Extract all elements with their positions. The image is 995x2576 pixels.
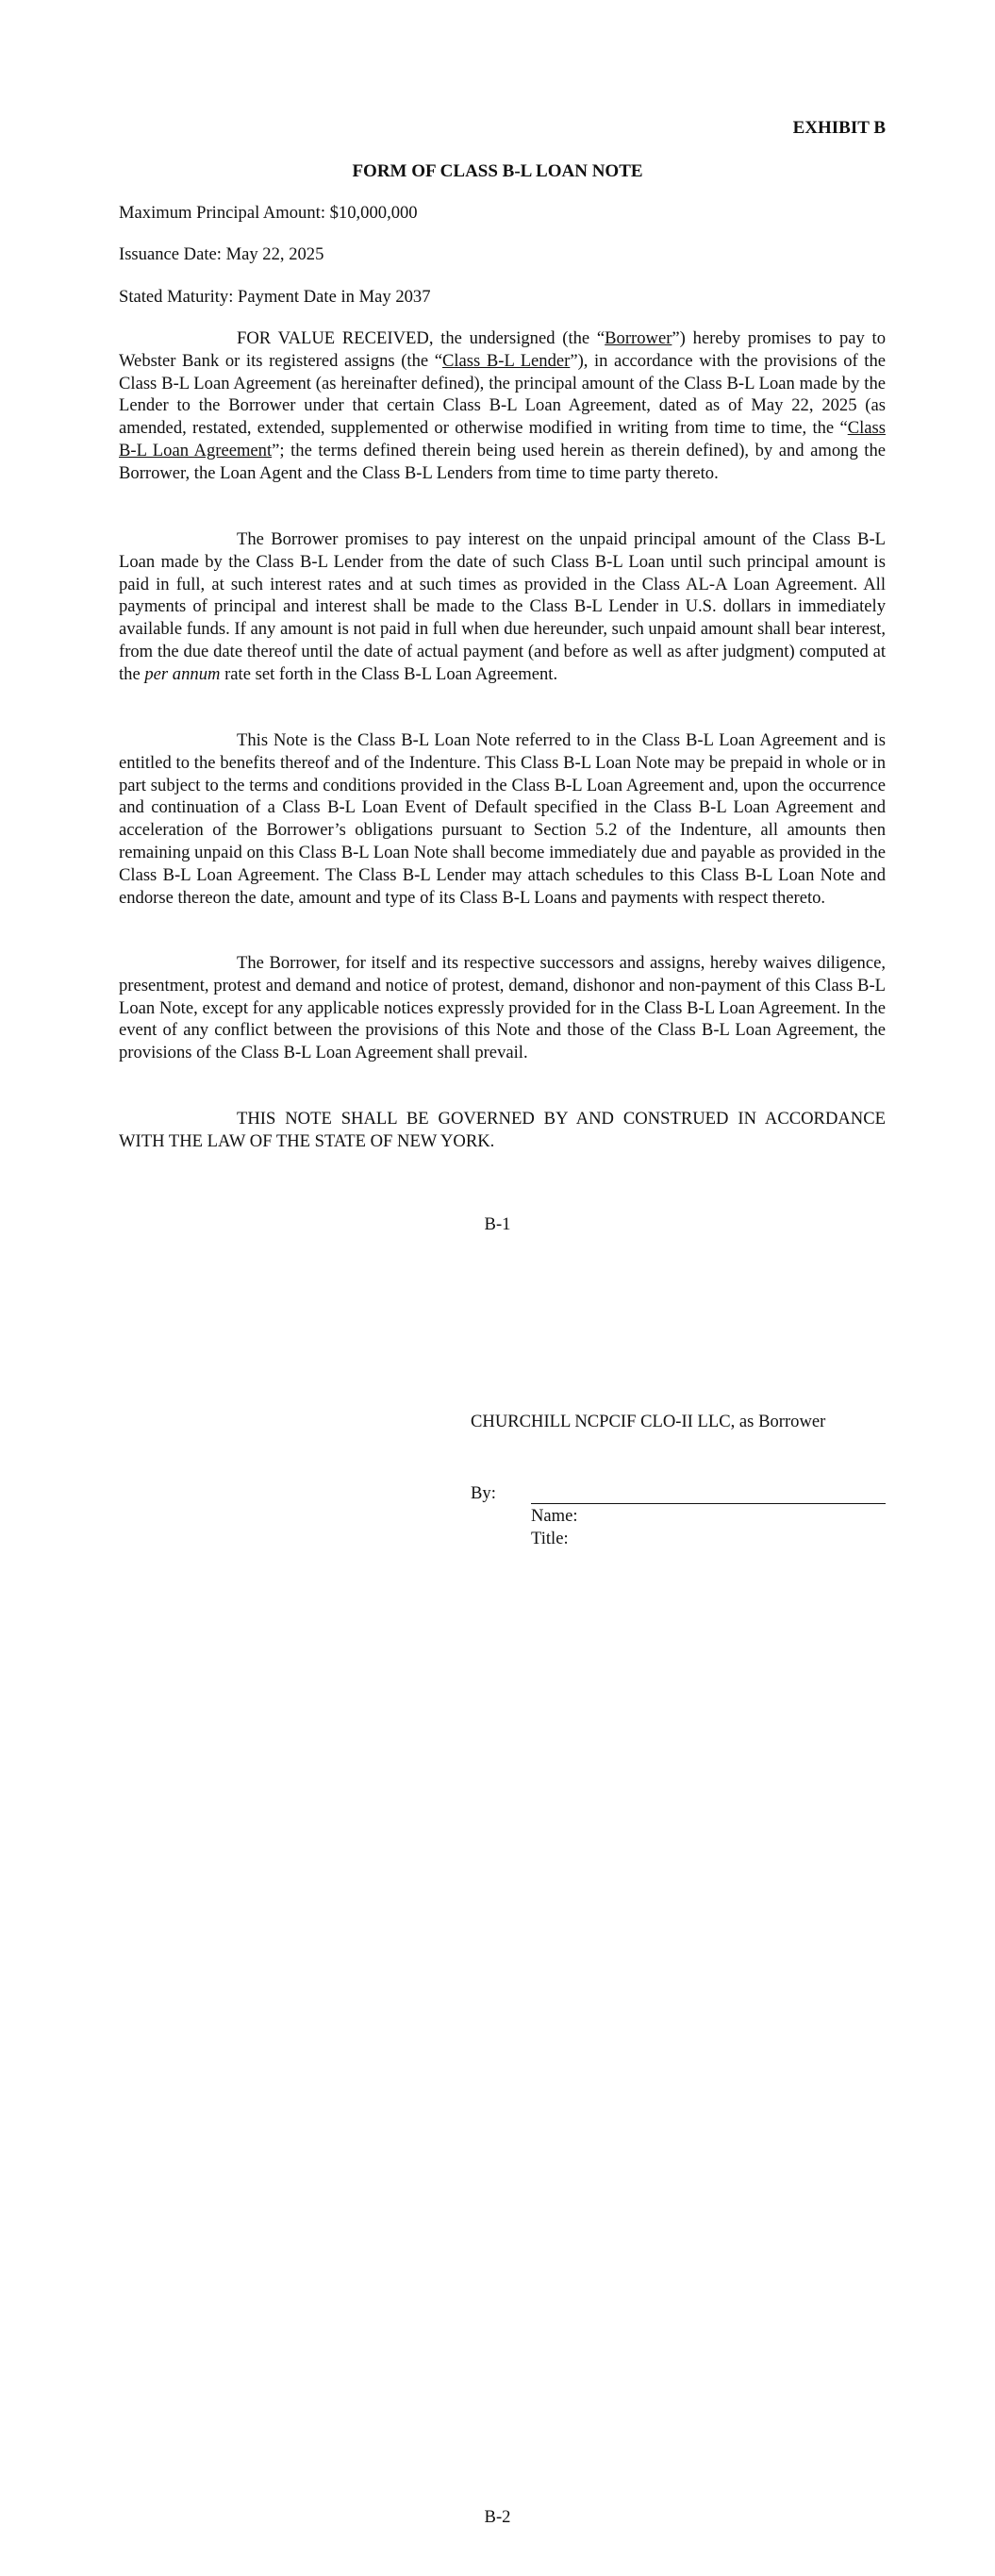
document-title: FORM OF CLASS B-L LOAN NOTE [352,161,643,181]
para1-text-1: FOR VALUE RECEIVED, the undersigned (the “ [237,328,605,348]
paragraph-note-reference [119,729,886,909]
paragraph-interest [119,528,886,686]
paragraph-for-value-received [119,327,886,485]
borrower-signature-heading: CHURCHILL NCPCIF CLO-II LLC, as Borrower [471,1412,826,1431]
defined-term-borrower: Borrower [605,328,672,348]
para5-text: THIS NOTE SHALL BE GOVERNED BY AND CONSTRUED IN ACCORDANCE WITH THE LAW OF THE STATE OF NEW YORK. [119,1109,886,1151]
paragraph-governing-law [119,1108,886,1153]
para3-text: This Note is the Class B-L Loan Note referred to in the Class B-L Loan Agreement and is entitled to the benefits thereof and of the Indenture. This Class B-L Loan Note may be prepaid in whole or in part subject to the terms and conditions provided in the Class B-L Loan Agreement and, upon the occurrence and continuation of a Class B-L Loan Event of Default specified in the Class B-L Loan Agreement and acceleration of the Borrower’s obligations pursuant to Section 5.2 of the Indenture, all amounts then remaining unpaid on this Class B-L Loan Note shall become immediately due and payable as provided in the Class B-L Loan Agreement. The Class B-L Lender may attach schedules to this Class B-L Loan Note and endorse thereon the date, amount and type of its Class B-L Loans and payments with respect thereto. [119,730,886,908]
para1-text-4: ”; the terms defined therein being used herein as therein defined), by and among the Borrower, the Loan Agent and the Class B-L Lenders from time to time party thereto. [119,440,887,483]
per-annum-italic: per annum [144,663,221,684]
defined-term-class-b-l-lender: Class B-L Lender [441,350,571,371]
stated-maturity-line: Stated Maturity: Payment Date in May 2037 [119,287,431,307]
page-number-b1: B-1 [484,1214,511,1234]
para4-text: The Borrower, for itself and its respective successors and assigns, hereby waives diligence, presentment, protest and demand and notice of protest, demand, dishonor and non-payment of this Class B-L Loan Note, except for any applicable notices expressly provided for in the Class B-L Loan Agreement. In the event of any conflict between the provisions of this Note and those of the Class B-L Loan Agreement, the provisions of the Class B-L Loan Agreement shall prevail. [119,953,886,1063]
para2-text-2: rate set forth in the Class B-L Loan Agreement. [220,663,558,684]
para1-text-2: ”) hereby promises to pay to Webster Bank or its registered assigns (the “ [119,328,887,371]
title-label: Title: [531,1529,569,1548]
exhibit-label: EXHIBIT B [792,118,886,138]
document-page-2 [0,1293,995,2576]
signature-line [531,1480,886,1504]
page-number-b2: B-2 [484,2507,511,2527]
by-label: By: [471,1483,496,1503]
max-principal-line: Maximum Principal Amount: $10,000,000 [119,203,418,223]
issuance-date-line: Issuance Date: May 22, 2025 [119,244,324,264]
para1-text-3: ”), in accordance with the provisions of the Class B-L Loan Agreement (as hereinafter defined), the principal amount of the Class B-L Loan made by the Lender to the Borrower under that certain Class B-L Loan Agreement, dated as of May 22, 2025 (as amended, restated, extended, supplemented or otherwise modified in writing from time to time, the “ [119,350,886,439]
defined-term-class-b-l-loan-agreement: Class B-L Loan Agreement [119,418,886,460]
name-label: Name: [531,1506,578,1526]
paragraph-waiver [119,952,886,1064]
para2-text-1: The Borrower promises to pay interest on the unpaid principal amount of the Class B-L Loan made by the Class B-L Lender from the date of such Class B-L Loan until such principal amount is paid in full, at such interest rates and at such times as provided in the Class AL-A Loan Agreement. All payments of principal and interest shall be made to the Class B-L Lender in U.S. dollars in immediately available funds. If any amount is not paid in full when due hereunder, such unpaid amount shall bear interest, from the due date thereof until the date of actual payment (and before as well as after judgment) computed at the [119,529,886,684]
